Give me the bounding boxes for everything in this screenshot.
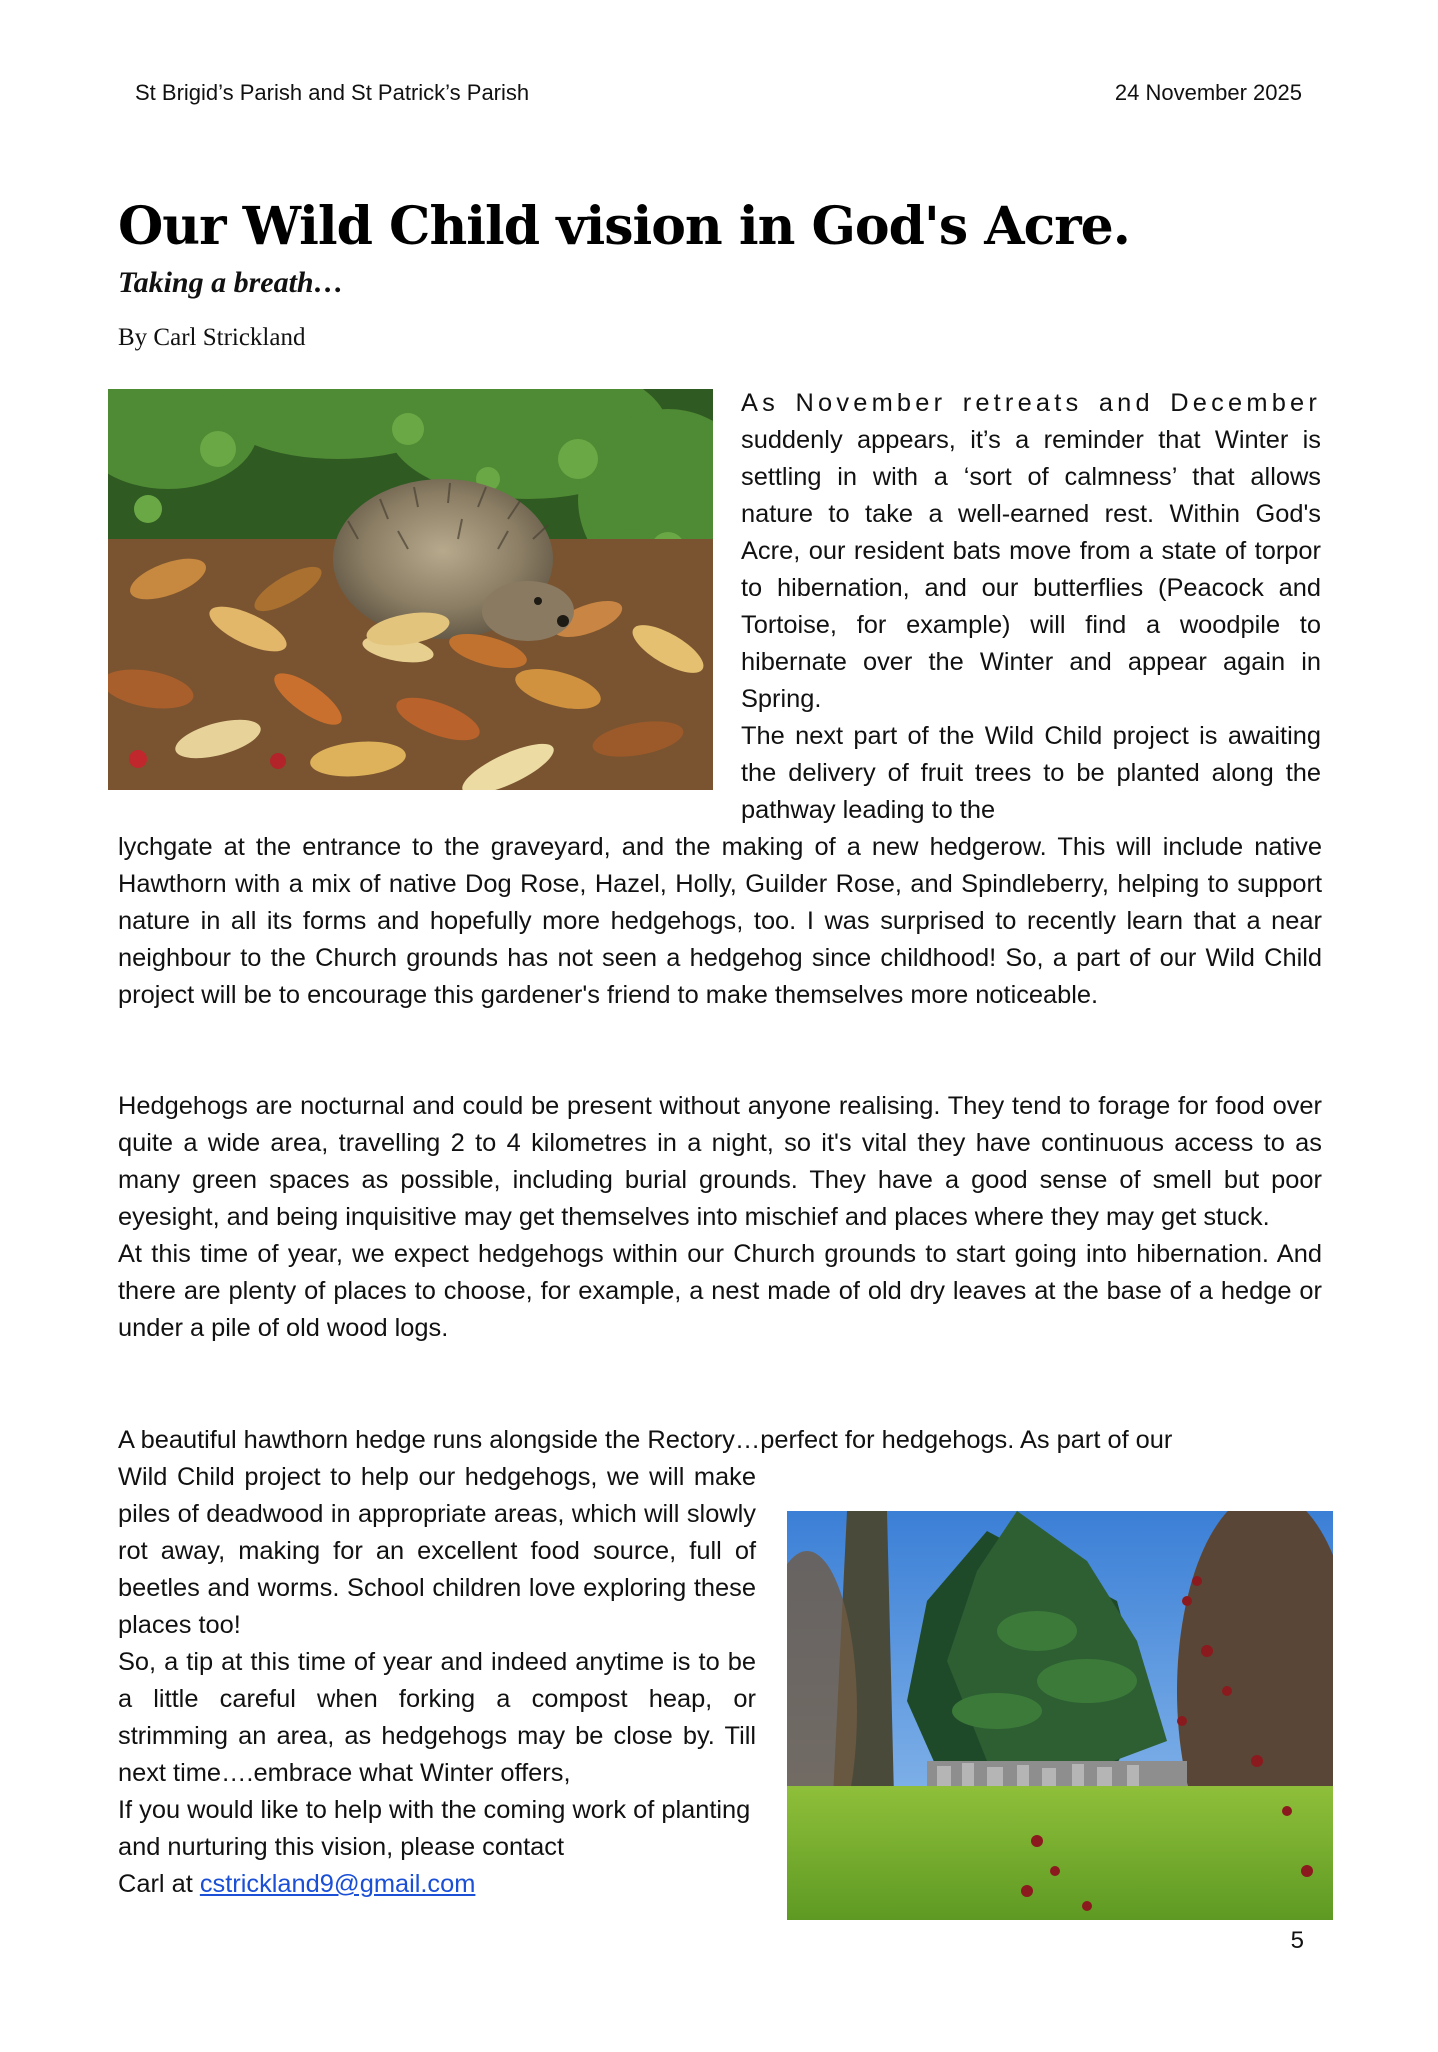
tip-paragraph: So, a tip at this time of year and indeed anytime is to be a little careful when forking a compost heap, or strimming an area, as hedgehogs may be close by. Till next time….embrace what Winter offers, (118, 1648, 756, 1787)
hawthorn-first-line-text: A beautiful hawthorn hedge runs alongside the Rectory…perfect for hedgehogs. As part of our (118, 1426, 1173, 1454)
hedgerow-paragraph (118, 829, 1322, 1014)
deadwood-paragraph: Wild Child project to help our hedgehogs, we will make piles of deadwood in appropriate areas, which will slowly rot away, making for an excellent food source, full of beetles and worms. School children love exploring these places too! (118, 1463, 756, 1639)
hedgerow-paragraph-text: lychgate at the entrance to the graveyard, and the making of a new hedgerow. This will include native Hawthorn with a mix of native Dog Rose, Hazel, Holly, Guilder Rose, and Spindleberry, helping to support nature in all its forms and hopefully more hedgehogs, too. I was surprised to recently learn that a near neighbour to the Church grounds has not seen a hedgehog since childhood! So, a part of our Wild Child project will be to encourage this gardener's friend to make themselves more noticeable. (118, 833, 1322, 1009)
page-number: 5 (1290, 1927, 1304, 1954)
contact-paragraph: If you would like to help with the coming work of planting and nurturing this vision, please contact (118, 1796, 751, 1861)
article-subtitle: Taking a breath… (118, 266, 344, 299)
hawthorn-first-line (118, 1422, 1322, 1459)
article-byline: By Carl Strickland (118, 324, 306, 351)
intro-column (741, 385, 1321, 829)
intro-first-line: As November retreats and December (741, 389, 1321, 417)
email-link[interactable]: cstrickland9@gmail.com (199, 1870, 476, 1898)
churchyard-photo (787, 1511, 1333, 1920)
contact-prefix: Carl at (118, 1870, 193, 1898)
article-title: Our Wild Child vision in God's Acre. (118, 196, 1130, 257)
header-date: 24 November 2025 (1114, 80, 1302, 105)
contact-line (118, 1866, 756, 1903)
hibernation-paragraph: At this time of year, we expect hedgehogs within our Church grounds to start going into hibernation. And there are plenty of places to choose, for example, a nest made of old dry leaves at the base of a hedge or under a pile of old wood logs. (118, 1240, 1322, 1342)
nocturnal-paragraph: Hedgehogs are nocturnal and could be present without anyone realising. They tend to forage for food over quite a wide area, travelling 2 to 4 kilometres in a night, so it's vital they have continuous access to as many green spaces as possible, including burial grounds. They have a good sense of smell but poor eyesight, and being inquisitive may get themselves into mischief and places where they may get stuck. (118, 1092, 1322, 1231)
fruit-trees-paragraph-start: The next part of the Wild Child project is awaiting the delivery of fruit trees to be planted along the pathway leading to the (741, 722, 1321, 824)
hedgehog-photo (108, 389, 713, 790)
header-parish: St Brigid’s Parish and St Patrick’s Parish (135, 80, 530, 105)
intro-paragraph: suddenly appears, it’s a reminder that Winter is settling in with a ‘sort of calmness’ that allows nature to take a well-earned rest. Within God's Acre, our resident bats move from a state of torpor to hibernation, and our butterflies (Peacock and Tortoise, for example) will find a woodpile to hibernate over the Winter and appear again in Spring. (741, 426, 1321, 713)
nocturnal-section (118, 1088, 1322, 1347)
deadwood-column (118, 1459, 756, 1903)
